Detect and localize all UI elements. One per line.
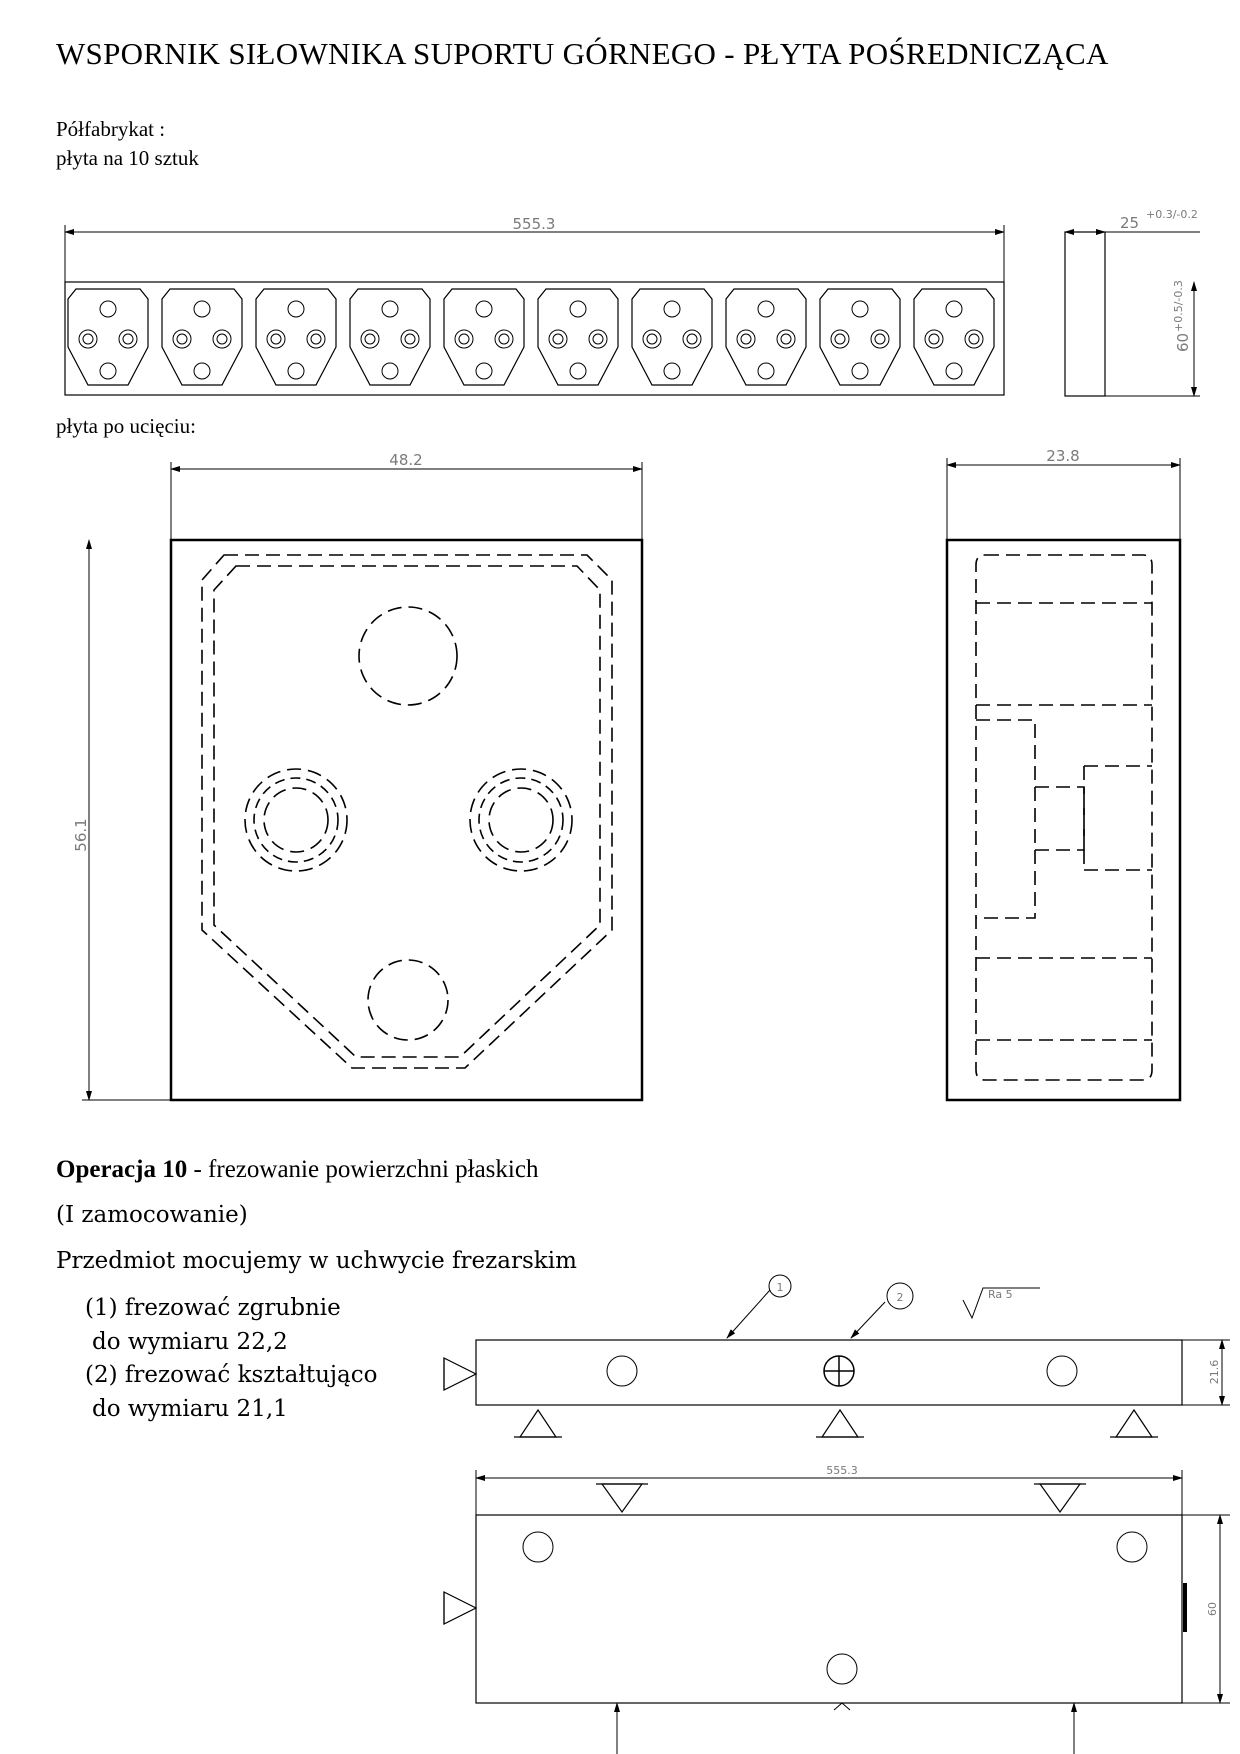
roughness-label: Ra 5	[988, 1288, 1013, 1301]
hole-top	[359, 607, 457, 705]
nested-part	[350, 289, 430, 385]
pocket-hidden-outline	[202, 555, 612, 1068]
nested-part	[444, 289, 524, 385]
operation-number: Operacja 10	[56, 1156, 188, 1183]
nested-part	[914, 289, 994, 385]
callout-1-number: 1	[776, 1281, 784, 1294]
callout-2-number: 2	[896, 1291, 904, 1304]
document-title: WSPORNIK SIŁOWNIKA SUPORTU GÓRNEGO - PŁYTA POŚREDNICZĄCA	[56, 36, 1109, 71]
plate-height-label: 60	[1174, 332, 1192, 352]
op-height-label: 21.6	[1208, 1359, 1221, 1385]
nested-part	[726, 289, 806, 385]
operation-setup: (I zamocowanie)	[56, 1202, 248, 1228]
step-1-line-a: (1) frezować zgrubnie	[85, 1295, 341, 1321]
counterbore-right-outer	[470, 769, 572, 871]
semi-product-plate-view	[65, 215, 1004, 395]
plate-thickness-label: 25	[1120, 214, 1140, 232]
counterbore-left-outer	[245, 769, 347, 871]
clamp-markers	[596, 1484, 1086, 1512]
nested-part	[632, 289, 712, 385]
plate-thickness-tolerance: +0.3/-0.2	[1146, 208, 1198, 221]
nested-part	[162, 289, 242, 385]
operation-side-view	[444, 1275, 1230, 1437]
counterbore-left-inner	[264, 788, 328, 852]
op-length-label: 555.3	[826, 1464, 858, 1477]
nested-part	[68, 289, 148, 385]
operation-name: - frezowanie powierzchni płaskich	[187, 1156, 539, 1183]
hole-bottom	[368, 960, 448, 1040]
operation-fixture: Przedmiot mocujemy w uchwycie frezarskim	[56, 1248, 577, 1274]
plate-length-label: 555.3	[512, 215, 556, 233]
nested-part	[256, 289, 336, 385]
operation-top-view	[444, 1464, 1230, 1754]
semi-product-side-view	[1065, 208, 1200, 396]
bottom-supports	[514, 1410, 1158, 1437]
nested-part	[538, 289, 618, 385]
cut-part-side-view	[947, 447, 1180, 1100]
step-1-line-b: do wymiaru 22,2	[92, 1329, 288, 1355]
step-2-line-b: do wymiaru 21,1	[92, 1396, 288, 1422]
plate-height-tolerance: +0.5/-0.3	[1172, 280, 1185, 332]
part-width-label: 48.2	[389, 451, 423, 469]
counterbore-right-inner	[489, 788, 553, 852]
nested-part	[820, 289, 900, 385]
cut-plate-label: płyta po ucięciu:	[56, 414, 196, 438]
part-depth-label: 23.8	[1046, 447, 1080, 465]
locating-support-left	[444, 1358, 476, 1390]
op-width-label: 60	[1206, 1602, 1219, 1616]
step-2-line-a: (2) frezować kształtująco	[85, 1362, 378, 1388]
semi-product-description: płyta na 10 sztuk	[56, 146, 199, 170]
part-height-label: 56.1	[72, 818, 90, 852]
cut-part-front-view	[72, 451, 642, 1100]
semi-product-label: Półfabrykat :	[56, 117, 166, 141]
